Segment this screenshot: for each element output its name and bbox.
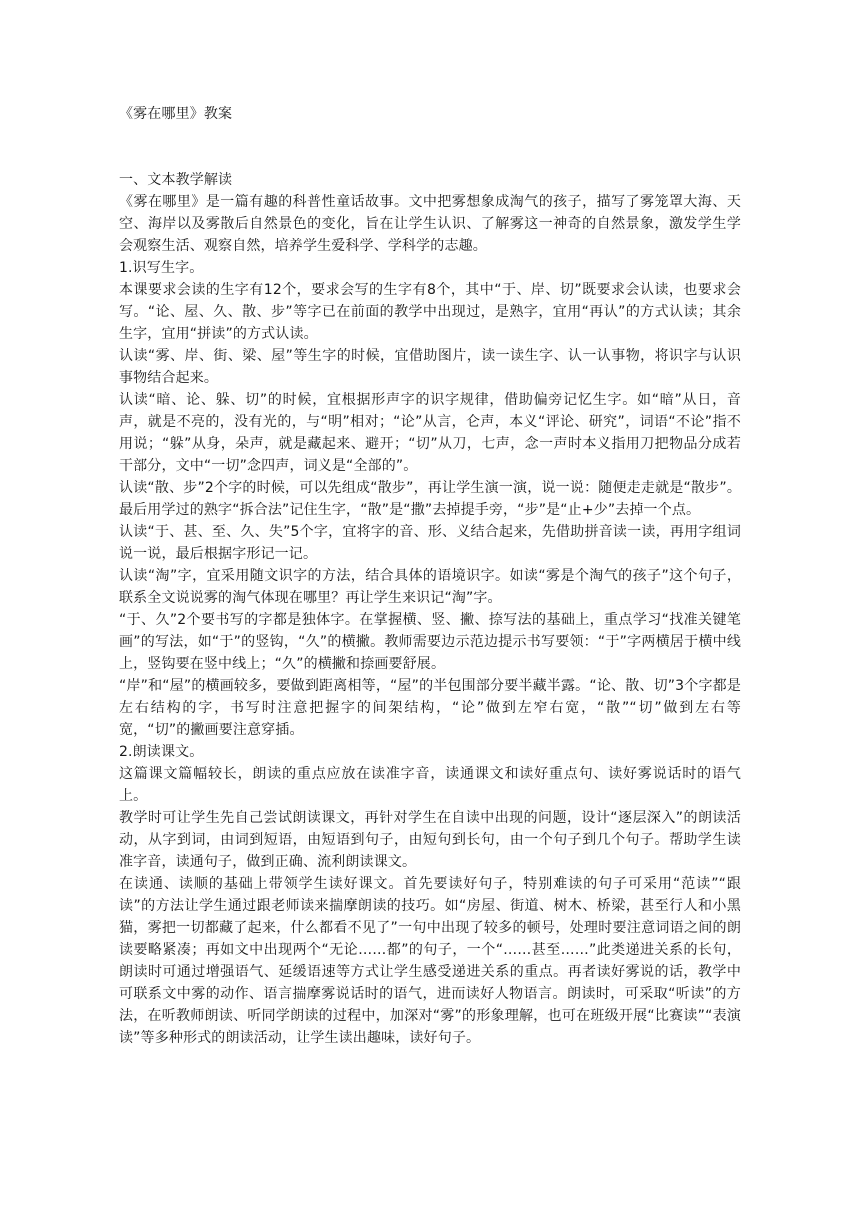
subheading-characters: 1.识写生字。 (119, 260, 204, 276)
paragraph-san-bu: 认读“散、步”2个字的时候，可以先组成“散步”，再让学生演一演，说一说：随便走走就是“散步”。最后用学过的熟字“拆合法”记住生字，“散”是“撒”去掉提手旁，“步”是“止+少”去掉一个点。 (119, 480, 741, 518)
paragraph-five-characters: 认读“于、甚、至、久、失”5个字，宜将字的音、形、义结合起来，先借助拼音读一读，再用字组词说一说，最后根据字形记一记。 (119, 524, 741, 562)
paragraph-tao: 认读“淘”字，宜采用随文识字的方法，结合具体的语境识字。如读“雾是个淘气的孩子”这个句子，联系全文说说雾的淘气体现在哪里？再让学生来识记“淘”字。 (119, 568, 741, 606)
paragraph-writing-structure: “岸”和“屋”的横画较多，要做到距离相等，“屋”的半包围部分要半藏半露。“论、散、切”3个字都是左右结构的字，书写时注意把握字的间架结构，“论”做到左窄右宽，“散”“切”做到左右等宽，“切”的撇画要注意穿插。 (119, 678, 741, 738)
paragraph-reading-techniques: 在读通、读顺的基础上带领学生读好课文。首先要读好句子，特别难读的句子可采用“范读”“跟读”的方法让学生通过跟老师读来揣摩朗读的技巧。如“房屋、街道、树木、桥梁，甚至行人和小黑猫，雾把一切都藏了起来，什么都看不见了”一句中出现了较多的顿号，处理时要注意词语之间的朗读要略紧凑；再如文中出现两个“无论……都”的句子，一个“……甚至……”此类递进关系的长句，朗读时可通过增强语气、延缓语速等方式让学生感受递进关系的重点。再者读好雾说的话，教学中可联系文中雾的动作、语言揣摩雾说话时的语气，进而读好人物语言。朗读时，可采取“听读”的方法，在听教师朗读、听同学朗读的过程中，加深对“雾”的形象理解，也可在班级开展“比赛读”“表演读”等多种形式的朗读活动，让学生读出趣味，读好句子。 (119, 876, 741, 1046)
paragraph-picture-reading: 认读“雾、岸、街、梁、屋”等生字的时候，宜借助图片，读一读生字、认一认事物，将识字与认识事物结合起来。 (119, 348, 741, 386)
subheading-reading-aloud: 2.朗读课文。 (119, 744, 204, 760)
paragraph-reading-focus: 这篇课文篇幅较长，朗读的重点应放在读准字音，读通课文和读好重点句、读好雾说话时的语气上。 (119, 766, 741, 804)
document-page (119, 103, 741, 1049)
paragraph-character-requirements: 本课要求会读的生字有12个，要求会写的生字有8个，其中“于、岸、切”既要求会认读，也要求会写。“论、屋、久、散、步”等字已在前面的教学中出现过，是熟字，宜用“再认”的方式认读；其余生字，宜用“拼读”的方式认读。 (119, 282, 741, 342)
blank-line (119, 147, 741, 169)
section-heading-text-analysis: 一、文本教学解读 (119, 172, 233, 188)
paragraph-phonetic-semantic: 认读“暗、论、躲、切”的时候，宜根据形声字的识字规律，借助偏旁记忆生字。如“暗”从日，音声，就是不亮的，没有光的，与“明”相对；“论”从言，仑声，本义“评论、研究”，词语“不论”指不用说；“躲”从身，朵声，就是藏起来、避开；“切”从刀，七声，念一声时本义指用刀把物品分成若干部分，文中“一切”念四声，词义是“全部的”。 (119, 392, 741, 474)
paragraph-intro: 《雾在哪里》是一篇有趣的科普性童话故事。文中把雾想象成淘气的孩子，描写了雾笼罩大海、天空、海岸以及雾散后自然景色的变化，旨在让学生认识、了解雾这一神奇的自然景象，激发学生学会观察生活、观察自然，培养学生爱科学、学科学的志趣。 (119, 194, 741, 254)
paragraph-writing-yu-jiu: “于、久”2个要书写的字都是独体字。在掌握横、竖、撇、捺写法的基础上，重点学习“找准关键笔画”的写法，如“于”的竖钩，“久”的横撇。教师需要边示范边提示书写要领：“于”字两横居于横中线上，竖钩要在竖中线上；“久”的横撇和捺画要舒展。 (119, 612, 741, 672)
document-title: 《雾在哪里》教案 (119, 106, 233, 122)
paragraph-reading-activities: 教学时可让学生先自己尝试朗读课文，再针对学生在自读中出现的问题，设计“逐层深入”的朗读活动，从字到词，由词到短语，由短语到句子，由短句到长句，由一个句子到几个句子。帮助学生读准字音，读通句子，做到正确、流利朗读课文。 (119, 810, 741, 870)
